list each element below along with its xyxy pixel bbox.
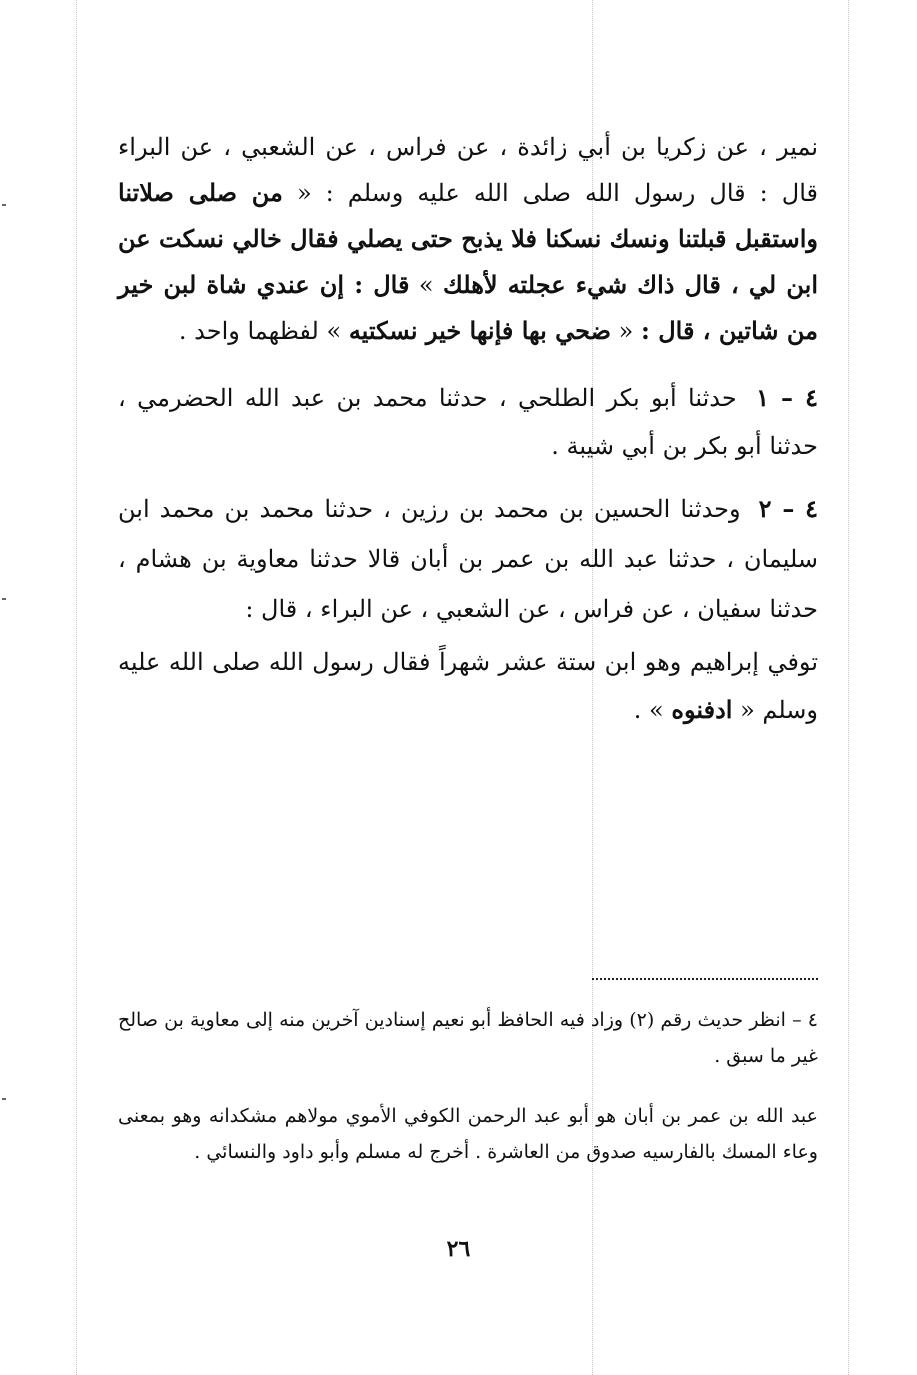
scan-mark	[2, 204, 6, 206]
hadith-continuation-paragraph	[118, 124, 818, 354]
footnote-text: عبد الله بن عمر بن أبان هو أبو عبد الرحمن الكوفي الأموي مولاهم مشكدانه وهو بمعنى وعاء المسك بالفارسيه صدوق من العاشرة . أخرج له مسلم وأبو داود والنسائي .	[118, 1105, 818, 1163]
footnote-text: ٤ – انظر حديث رقم (٢) وزاد فيه الحافظ أبو نعيم إسنادين آخرين منه إلى معاوية بن صالح غير ما سبق .	[118, 1009, 819, 1067]
scan-guide-line	[76, 0, 77, 1375]
text-plain: «	[618, 317, 634, 345]
footnote-2	[118, 1098, 818, 1170]
hadith-text: حدثنا أبو بكر الطلحي ، حدثنا محمد بن عبد الله الحضرمي ، حدثنا أبو بكر بن أبي شيبة .	[118, 384, 818, 460]
page-number: ٢٦	[446, 1236, 471, 1262]
text-plain: » لفظهما واحد .	[178, 317, 342, 345]
scan-mark	[2, 1098, 6, 1100]
hadith-paragraph-2	[118, 484, 818, 634]
hadith-paragraph-3	[118, 638, 818, 734]
text-bold: من صلى صلاتنا واستقبل قبلتنا ونسك نسكنا فلا يذبح حتى يصلي فقال خالي نسكت عن ابن لي ، قال ذاك شيء عجلته لأهلك	[118, 178, 818, 299]
hadith-text: وحدثنا الحسين بن محمد بن رزين ، حدثنا محمد بن محمد ابن سليمان ، حدثنا عبد الله بن عمر بن أبان قالا حدثنا معاوية بن هشام ، حدثنا سفيان ، عن فراس ، عن الشعبي ، عن البراء ، قال :	[118, 495, 818, 623]
text-bold: ضحي بها فإنها خير نسكتيه	[348, 316, 612, 345]
hadith-number: ٤ – ٢	[758, 494, 818, 523]
hadith-paragraph-1	[118, 374, 818, 470]
hadith-text-bold: ادفنوه	[671, 695, 733, 724]
hadith-number: ٤ – ١	[756, 383, 818, 412]
text-plain: نمير ، عن زكريا بن أبي زائدة ، عن فراس ، عن الشعبي ، عن البراء قال : قال رسول الله صلى الله عليه وسلم : «	[118, 133, 818, 207]
text-bold: قال : إن عندي شاة لبن خير من شاتين ، قال :	[118, 270, 818, 345]
scan-mark	[2, 598, 6, 600]
hadith-text: » .	[633, 696, 664, 724]
scan-guide-line	[848, 0, 849, 1375]
footnote-1	[118, 1002, 818, 1074]
hadith-text: توفي إبراهيم وهو ابن ستة عشر شهراً فقال رسول الله صلى الله عليه وسلم «	[118, 648, 818, 724]
text-plain: »	[418, 271, 434, 299]
footnote-separator	[592, 978, 818, 980]
